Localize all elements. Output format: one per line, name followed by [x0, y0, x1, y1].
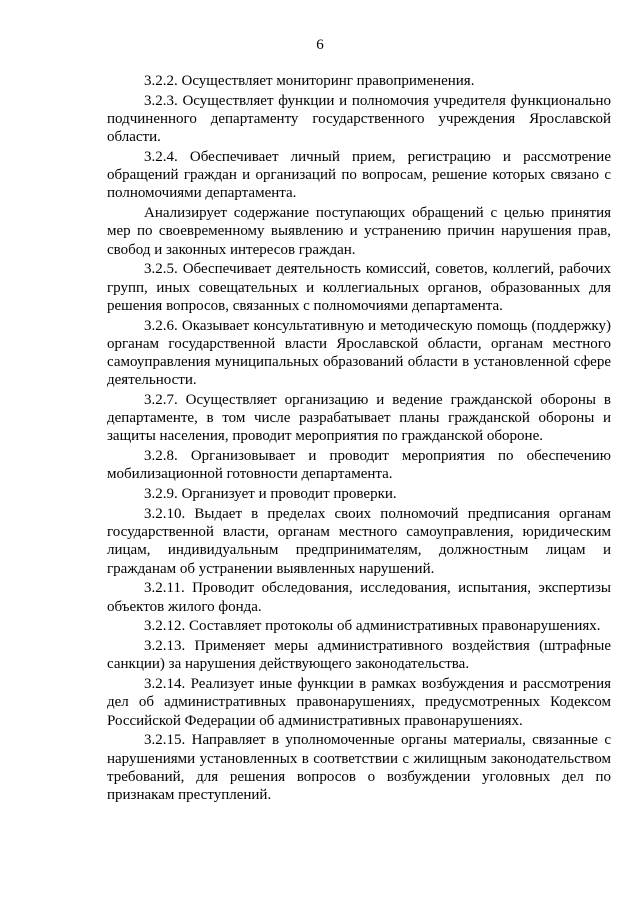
paragraph-3-2-4: 3.2.4. Обеспечивает личный прием, регистрацию и рассмотрение обращений граждан и организаций по вопросам, решение которых связано с полномочиями департамента.: [107, 149, 611, 202]
paragraph-3-2-3: 3.2.3. Осуществляет функции и полномочия учредителя функционально подчиненного департаменту государственного учреждения Ярославской области.: [107, 92, 611, 146]
paragraph-3-2-13: 3.2.13. Применяет меры административного воздействия (штрафные санкции) за нарушения действующего законодательства.: [107, 638, 611, 673]
paragraph-3-2-4-analysis: Анализирует содержание поступающих обращений с целью принятия мер по своевременному выявлению и устранению причин нарушения прав, свобод и законных интересов граждан.: [107, 205, 611, 258]
paragraph-3-2-8: 3.2.8. Организовывает и проводит мероприятия по обеспечению мобилизационной готовности департамента.: [107, 448, 611, 483]
paragraph-3-2-15: 3.2.15. Направляет в уполномоченные органы материалы, связанные с нарушениями установленных в соответствии с жилищным законодательством требований, для решения вопросов о возбуждении уголовных дел по признакам преступлений.: [107, 732, 611, 804]
paragraph-3-2-6: 3.2.6. Оказывает консультативную и методическую помощь (поддержку) органам государственной власти Ярославской области, органам местного самоуправления муниципальных образований области в установленной сфере деятельности.: [107, 317, 611, 389]
page-number: 6: [316, 37, 324, 53]
paragraph-3-2-11: 3.2.11. Проводит обследования, исследования, испытания, экспертизы объектов жилого фонда.: [107, 580, 611, 615]
paragraph-3-2-10: 3.2.10. Выдает в пределах своих полномочий предписания органам государственной власти, органам местного самоуправления, юридическим лицам, индивидуальным предпринимателям, должностным лицам и гражданам об устранении выявленных нарушений.: [107, 506, 611, 577]
document-body: [107, 72, 611, 804]
paragraph-3-2-7: 3.2.7. Осуществляет организацию и ведение гражданской обороны в департаменте, в том числе разрабатывает планы гражданской обороны и защиты населения, проводит мероприятия по гражданской обороне.: [107, 392, 611, 445]
paragraph-3-2-2: 3.2.2. Осуществляет мониторинг правоприменения.: [144, 73, 475, 89]
paragraph-3-2-12: 3.2.12. Составляет протоколы об административных правонарушениях.: [144, 618, 601, 635]
paragraph-3-2-5: 3.2.5. Обеспечивает деятельность комиссий, советов, коллегий, рабочих групп, иных совещательных и коллегиальных органов, образованных для решения вопросов, связанных с полномочиями департамента.: [107, 261, 611, 314]
paragraph-3-2-14: 3.2.14. Реализует иные функции в рамках возбуждения и рассмотрения дел об административных правонарушениях, предусмотренных Кодексом Российской Федерации об административных правонарушениях.: [107, 676, 611, 729]
paragraph-3-2-9: 3.2.9. Организует и проводит проверки.: [144, 486, 397, 503]
